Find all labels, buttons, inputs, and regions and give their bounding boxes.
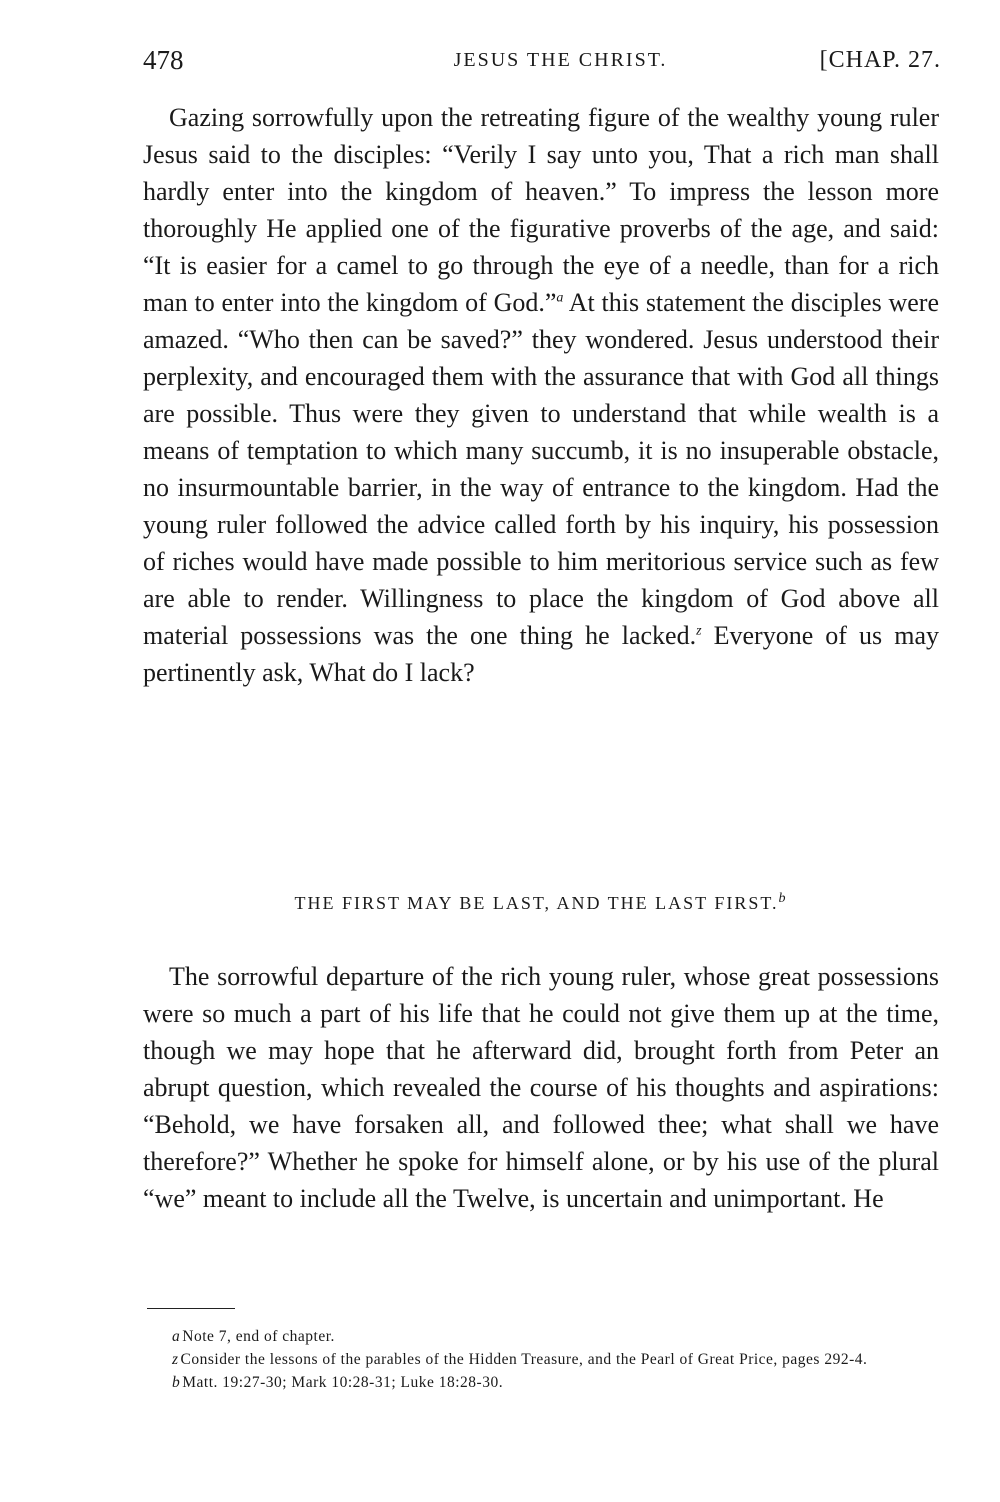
paragraph-2-text: The sorrowful departure of the rich young ruler, whose great possessions were so much a part of his life that he could not give them up at the time, though we may hope that he afterward did, brought forth from Peter an abrupt question, which revealed the course of his thoughts and aspirations: “Behold, we have forsaken all, and followed thee; what shall we have therefore?” Whether he spoke for himself alone, or by his use of the plural “we” meant to include all the Twelve, is uncertain and unimportant. He [143, 962, 939, 1213]
section-heading-text: THE FIRST MAY BE LAST, AND THE LAST FIRST. [294, 893, 779, 913]
paragraph-1 [143, 99, 939, 691]
page-header [143, 40, 943, 80]
footnote-a [146, 1328, 943, 1346]
running-title: JESUS THE CHRIST. [453, 49, 668, 71]
chapter-label: [CHAP. 27. [819, 47, 941, 73]
footnote-b [146, 1374, 943, 1392]
footnote-divider [147, 1308, 235, 1309]
footnote-text: Note 7, end of chapter. [182, 1328, 335, 1345]
paragraph-2 [143, 958, 939, 1217]
footnote-mark: z [172, 1351, 179, 1368]
footnotes [146, 1328, 943, 1397]
footnote-z [146, 1351, 943, 1369]
footnote-ref-b: b [778, 891, 788, 906]
page-number: 478 [143, 45, 184, 75]
footnote-text: Matt. 19:27-30; Mark 10:28-31; Luke 18:28-30. [182, 1374, 504, 1391]
footnote-text: Consider the lessons of the parables of the Hidden Treasure, and the Pearl of Great Price, pages 292-4. [180, 1351, 868, 1368]
footnote-ref-a: a [556, 290, 564, 306]
paragraph-1-text-a: Gazing sorrowfully upon the retreating figure of the wealthy young ruler Jesus said to the disciples: “Verily I say unto you, That a rich man shall hardly enter into the kingdom of heaven.” To impress the lesson more thoroughly He applied one of the figurative proverbs of the age, and said: “It is easier for a camel to go through the eye of a needle, than for a rich man to enter into the kingdom of God.” [143, 103, 939, 317]
footnote-mark: b [172, 1374, 181, 1391]
paragraph-1-text-c: Everyone of us may pertinently ask, What do I lack? [143, 621, 939, 687]
footnote-ref-z: z [696, 623, 702, 639]
footnote-mark: a [172, 1328, 181, 1345]
section-heading [143, 888, 939, 918]
paragraph-1-text-b: At this statement the disciples were amazed. “Who then can be saved?” they wondered. Jesus understood their perplexity, and encouraged them with the assurance that with God all things are possible. Thus were they given to understand that while wealth is a means of temptation to which many succumb, it is no insuperable obstacle, no insurmountable barrier, in the way of entrance to the kingdom. Had the young ruler followed the advice called forth by his inquiry, his possession of riches would have made possible to him meritorious service such as few are able to render. Willingness to place the kingdom of God above all material possessions was the one thing he lacked. [143, 288, 939, 650]
